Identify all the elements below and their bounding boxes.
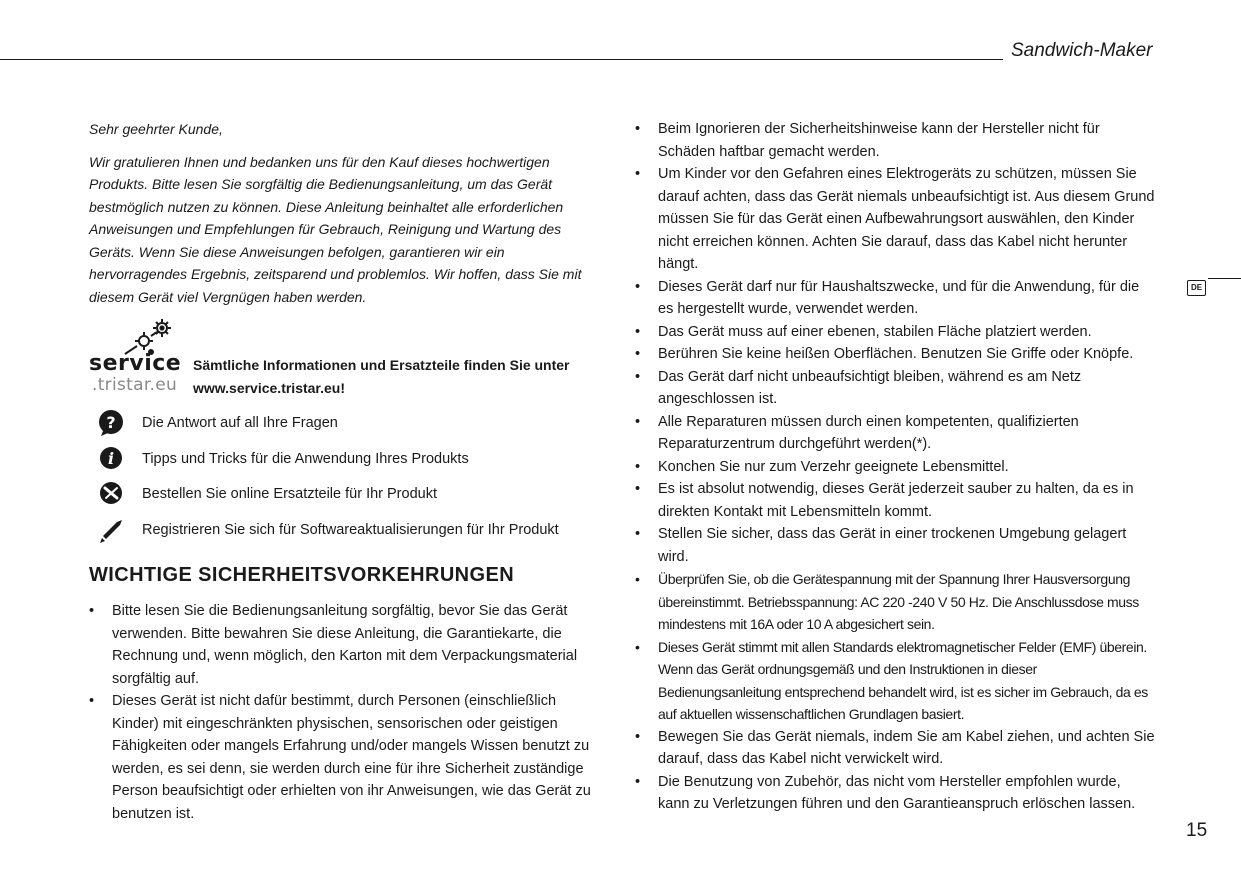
service-logo	[89, 318, 189, 396]
question-icon	[97, 409, 125, 437]
service-logo-word: service	[89, 351, 182, 376]
header-title: Sandwich-Maker	[1011, 40, 1153, 61]
left-column	[89, 118, 604, 825]
safety-heading: WICHTIGE SICHERHEITSVORKEHRUNGEN	[89, 564, 515, 586]
safety-item: • Beim Ignorieren der Sicherheitshinweise kann der Hersteller nicht für Schäden haftbar gemacht werden.	[635, 118, 1155, 163]
safety-item: • Dieses Gerät ist nicht dafür bestimmt, durch Personen (einschließlich Kinder) mit eingeschränkten physischen, sensorischen oder geistigen Fähigkeiten oder mangels Erfahrung und/oder mangels Wissen benutzt zu werden, es sei denn, sie werden durch eine für ihre Sicherheit zuständige Person beaufsichtigt oder erhielten von ihr Anweisungen, wie das Gerät zu benutzen ist.	[89, 690, 604, 825]
safety-item: • Berühren Sie keine heißen Oberflächen. Benutzen Sie Griffe oder Knöpfe.	[635, 343, 1155, 366]
faq-item-register	[89, 516, 604, 552]
faq-label: Tipps und Tricks für die Anwendung Ihres Produkts	[142, 450, 469, 467]
tools-icon	[97, 480, 125, 508]
faq-item-answers	[89, 409, 604, 445]
pen-icon	[97, 516, 125, 544]
greeting: Sehr geehrter Kunde,	[89, 121, 223, 137]
safety-item: • Konchen Sie nur zum Verzehr geeignete Lebensmittel.	[635, 456, 1155, 479]
safety-item: • Das Gerät darf nicht unbeaufsichtigt bleiben, während es am Netz angeschlossen ist.	[635, 366, 1155, 411]
faq-label: Bestellen Sie online Ersatzteile für Ihr Produkt	[142, 486, 437, 502]
safety-item: • Stellen Sie sicher, dass das Gerät in einer trockenen Umgebung gelagert wird.	[635, 523, 1155, 568]
service-info-text: Sämtliche Informationen und Ersatzteile finden Sie unter www.service.tristar.eu!	[193, 357, 570, 396]
header-rule	[0, 59, 1003, 60]
safety-list-left	[89, 600, 604, 825]
safety-item: • Die Benutzung von Zubehör, das nicht vom Hersteller empfohlen wurde, kann zu Verletzungen führen und den Garantieanspruch erlöschen lassen.	[635, 771, 1155, 816]
faq-list	[89, 409, 604, 551]
svg-text:i: i	[107, 448, 115, 468]
safety-list-right	[635, 118, 1155, 816]
safety-item: • Überprüfen Sie, ob die Gerätespannung mit der Spannung Ihrer Hausversorgung übereinstimmt. Betriebsspannung: AC 220 -240 V 50 Hz. Die Anschlussdose muss mindestens mit 16A oder 10 A abgesichert sein.	[635, 568, 1155, 636]
safety-item: • Bewegen Sie das Gerät niemals, indem Sie am Kabel ziehen, und achten Sie darauf, dass das Kabel nicht verwickelt wird.	[635, 726, 1155, 771]
safety-item: • Alle Reparaturen müssen durch einen kompetenten, qualifizierten Reparaturzentrum durchgeführt werden(*).	[635, 411, 1155, 456]
safety-item: • Bitte lesen Sie die Bedienungsanleitung sorgfältig, bevor Sie das Gerät verwenden. Bitte bewahren Sie diese Anleitung, die Garantiekarte, die Rechnung und, wenn möglich, den Karton mit dem Verpackungsmaterial sorgfältig auf.	[89, 600, 604, 690]
faq-item-tips	[89, 445, 604, 481]
safety-item: • Um Kinder vor den Gefahren eines Elektrogeräts zu schützen, müssen Sie darauf achten, dass das Gerät niemals unbeaufsichtigt ist. Aus diesem Grund müssen Sie für das Gerät einen Aufbewahrungsort auswählen, den Kinder nicht erreichen können. Achten Sie darauf, dass das Kabel nicht herunter hängt.	[635, 163, 1155, 276]
right-column	[635, 118, 1155, 816]
language-tab-rule	[1208, 278, 1241, 279]
safety-item: • Das Gerät muss auf einer ebenen, stabilen Fläche platziert werden.	[635, 321, 1155, 344]
service-block	[89, 318, 604, 396]
safety-item: • Dieses Gerät darf nur für Haushaltszwecke, und für die Anwendung, für die es hergestellt wurde, verwendet werden.	[635, 276, 1155, 321]
page-number: 15	[1186, 820, 1208, 841]
safety-item: • Es ist absolut notwendig, dieses Gerät jederzeit sauber zu halten, da es in direkten Kontakt mit Lebensmitteln kommt.	[635, 478, 1155, 523]
svg-text:?: ?	[106, 413, 116, 432]
faq-label: Registrieren Sie sich für Softwareaktualisierungen für Ihr Produkt	[142, 521, 559, 538]
faq-item-spare-parts	[89, 480, 604, 516]
safety-item: • Dieses Gerät stimmt mit allen Standards elektromagnetischer Felder (EMF) überein. Wenn das Gerät ordnungsgemäß und den Instruktionen in dieser Bedienungsanleitung entsprechend behandelt wird, ist es sicher im Gebrauch, da es auf aktuellen wissenschaftlichen Grundlagen basiert.	[635, 636, 1155, 726]
intro-paragraph: Wir gratulieren Ihnen und bedanken uns für den Kauf dieses hochwertigen Produkts. Bitte lesen Sie sorgfältig die Bedienungsanleitung, um das Gerät bestmöglich nutzen zu können. Diese Anleitung beinhaltet alle erforderlichen Anweisungen und Empfehlungen für Gebrauch, Reinigung und Wartung des Geräts. Wenn Sie diese Anweisungen befolgen, garantieren wir ein hervorragendes Ergebnis, zeitsparend und problemlos. Wir hoffen, dass Sie mit diesem Gerät viel Vergnügen haben werden.	[89, 153, 582, 305]
faq-label: Die Antwort auf all Ihre Fragen	[142, 415, 338, 431]
service-logo-sub: .tristar.eu	[92, 375, 178, 395]
language-badge: DE	[1187, 280, 1206, 296]
info-icon	[97, 445, 125, 473]
